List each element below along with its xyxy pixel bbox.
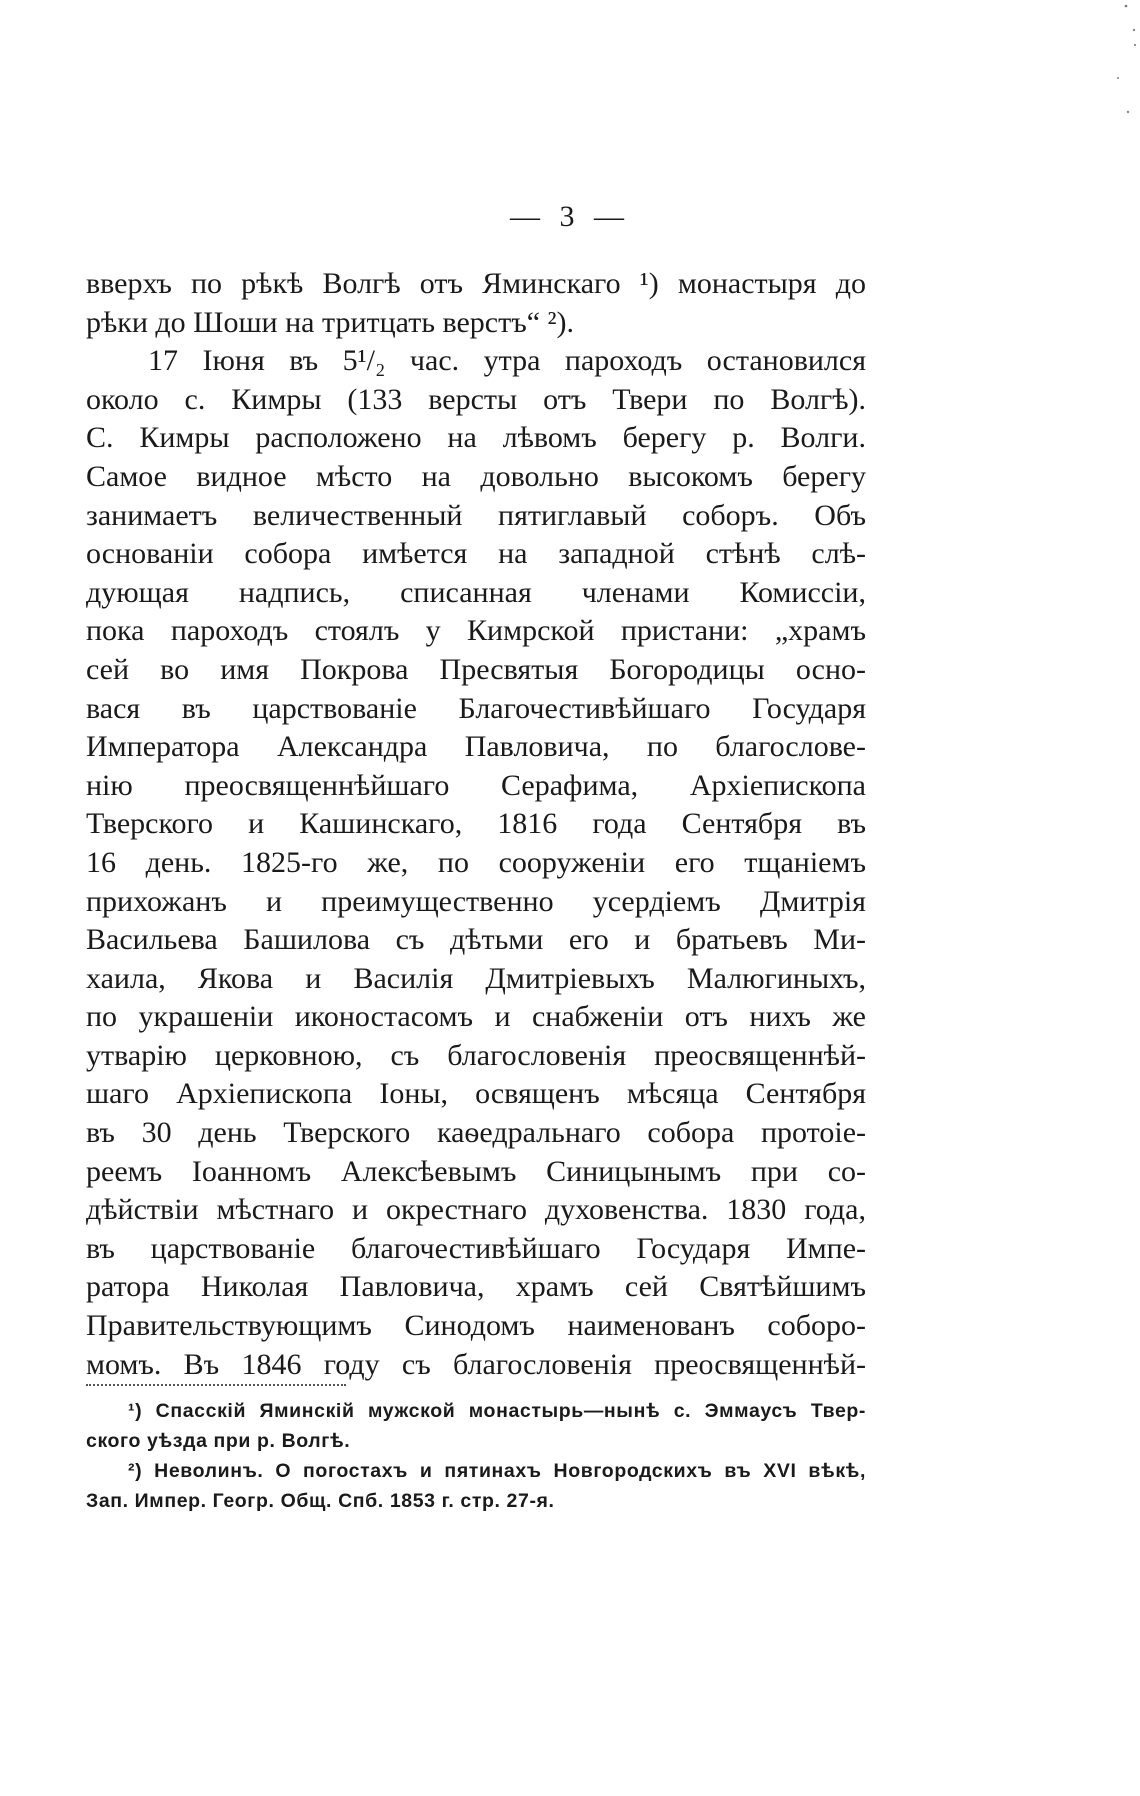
text-line: занимаетъ величественный пятиглавый соборъ. Объ — [86, 498, 866, 532]
text-line: вверхъ по рѣкѣ Волгѣ отъ Яминскаго ¹) монастыря до — [86, 267, 866, 300]
footnote-line: ского уѣзда при р. Волгѣ. — [86, 1430, 351, 1452]
text-line: 17 Іюня въ 5¹/₂ час. утра пароходъ остановился — [148, 344, 866, 378]
text-line: шаго Архіепископа Іоны, освященъ мѣсяца Сентября — [86, 1077, 866, 1111]
text-line: нію преосвященнѣйшаго Серафима, Архіепископа — [86, 768, 866, 802]
main-text — [86, 265, 866, 1384]
text-line: пока пароходъ стоялъ у Кимрской пристани: „храмъ — [86, 614, 866, 648]
text-line: Самое видное мѣсто на довольно высокомъ берегу — [86, 459, 866, 493]
text-line: по украшеніи иконостасомъ и снабженіи отъ нихъ же — [86, 1000, 866, 1034]
text-line: основаніи собора имѣется на западной стѣнѣ слѣ- — [86, 537, 866, 571]
text-line: реемъ Іоанномъ Алексѣевымъ Синицынымъ при со- — [86, 1154, 866, 1188]
footnote-line: ²) Неволинъ. О погостахъ и пятинахъ Новгородскихъ въ XVI вѣкѣ, — [128, 1460, 866, 1482]
text-line: прихожанъ и преимущественно усердіемъ Дмитрія — [86, 884, 866, 918]
footnote-line: ¹) Спасскій Яминскій мужской монастырь—нынѣ с. Эммаусъ Твер- — [128, 1400, 866, 1422]
page-number: — 3 — — [510, 200, 630, 233]
text-line: Тверского и Кашинскаго, 1816 года Сентября въ — [86, 807, 866, 841]
text-line: утварію церковною, съ благословенія преосвященнѣй- — [86, 1038, 866, 1072]
text-line: рѣки до Шоши на тритцать верстъ“ ²). — [86, 305, 575, 339]
text-line: С. Кимры расположено на лѣвомъ берегу р. Волги. — [86, 421, 866, 455]
text-line: момъ. Въ 1846 году съ благословенія преосвященнѣй- — [86, 1347, 866, 1381]
text-line: ратора Николая Павловича, храмъ сей Святѣйшимъ — [86, 1270, 866, 1304]
text-line: въ 30 день Тверского каѳедральнаго собора протоіе- — [86, 1116, 866, 1150]
text-line: дующая надпись, списанная членами Комиссіи, — [86, 575, 866, 609]
text-line: въ царствованіе благочестивѣйшаго Государя Импе- — [86, 1231, 866, 1265]
footnote-line: Зап. Импер. Геогр. Общ. Спб. 1853 г. стр. 27-я. — [86, 1490, 555, 1512]
footnote-separator — [86, 1384, 346, 1386]
text-line: сей во имя Покрова Пресвятыя Богородицы осно- — [86, 652, 866, 686]
text-line: Васильева Башилова съ дѣтьми его и братьевъ Ми- — [86, 923, 866, 957]
text-line: дѣйствіи мѣстнаго и окрестнаго духовенства. 1830 года, — [86, 1193, 866, 1227]
text-line: хаила, Якова и Василія Дмитріевыхъ Малюгиныхъ, — [86, 961, 866, 995]
text-line: 16 день. 1825-го же, по сооруженіи его тщаніемъ — [86, 845, 866, 879]
footnotes — [86, 1396, 866, 1516]
text-line: Правительствующимъ Синодомъ наименованъ соборо- — [86, 1309, 866, 1343]
text-line: Императора Александра Павловича, по благослове- — [86, 730, 866, 764]
text-line: вася въ царствованіе Благочестивѣйшаго Государя — [86, 691, 866, 725]
scan-speck-marks — [1100, 0, 1140, 130]
text-line: около с. Кимры (133 версты отъ Твери по Волгѣ). — [86, 382, 866, 416]
